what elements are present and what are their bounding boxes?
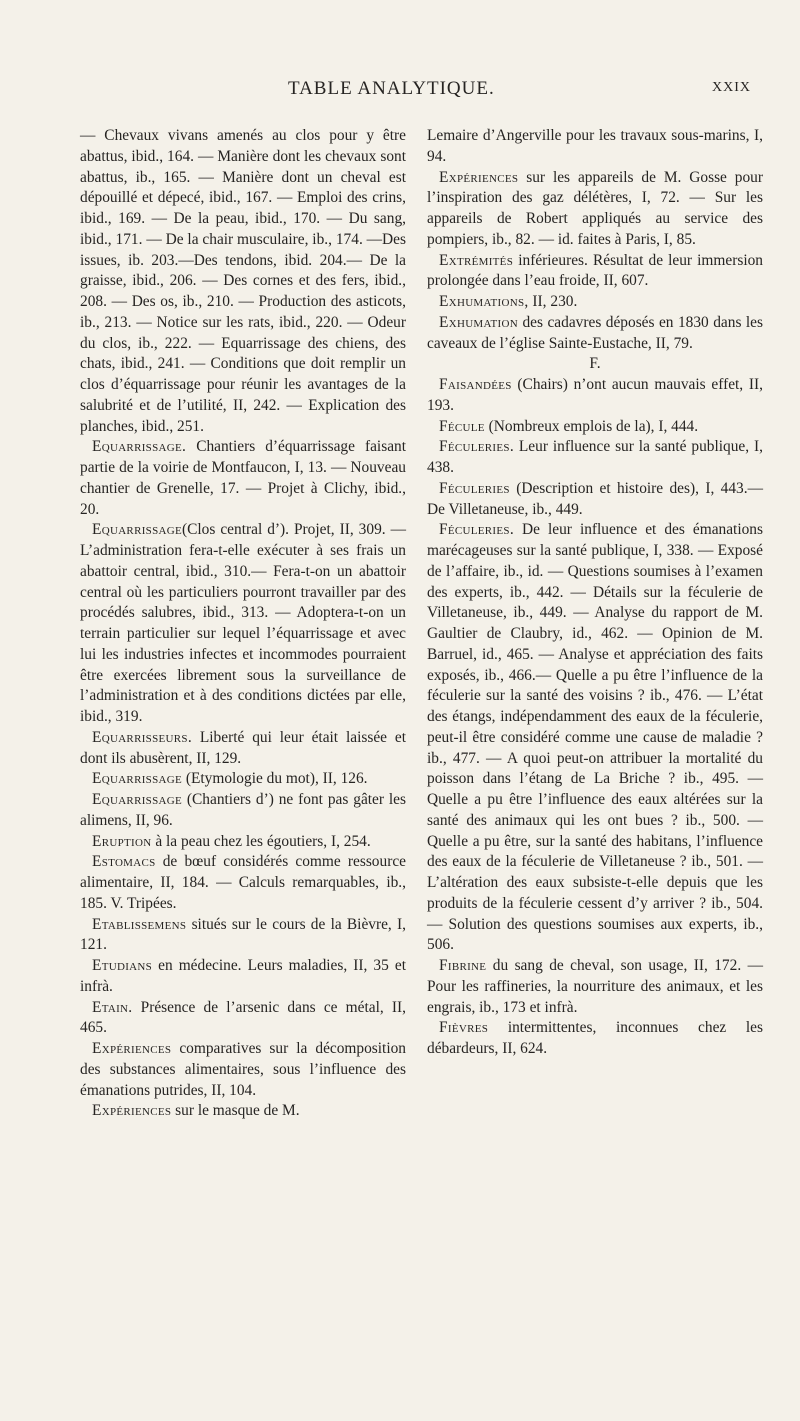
index-entry: Eruption à la peau chez les égoutiers, I, 254. — [92, 832, 371, 850]
index-entry: Fièvres intermittentes, inconnues chez les débardeurs, II, 624. — [427, 1019, 763, 1057]
index-entry: Equarrissage (Chantiers d’) ne font pas gâter les alimens, II, 96. — [80, 791, 406, 829]
index-entry: Expériences sur le masque de M. — [92, 1102, 300, 1120]
left-column — [80, 126, 406, 1122]
index-entry: Fibrine du sang de cheval, son usage, II, 172. — Pour les raffineries, la nourriture des animaux, et les engrais, ib., 173 et infrà. — [427, 957, 763, 1016]
index-entry: — Chevaux vivans amenés au clos pour y être abattus, ibid., 164. — Manière dont les chevaux sont abattus, ib., 165. — Manière dont un cheval est dépouillé et dépecé, ibid., 167. — Emploi des crins, ibid., 169. — De la peau, ibid., 170. — Du sang, ibid., 171. — De la chair musculaire, ib., 174. —Des issues, ib. 203.—Des tendons, ibid. 204.— De la graisse, ibid., 206. — Des cornes et des fers, ibid., 208. — Des os, ib., 210. — Production des asticots, ib., 213. — Notice sur les rats, ibid., 220. — Odeur du clos, ib., 222. — Equarrissage des chiens, des chats, ibid., 241. — Conditions que doit remplir un clos d’équarrissage pour réunir les avantages de la salubrité et de l’utilité, II, 242. — Explication des planches, ibid., 251. — [80, 127, 406, 435]
index-entry: Etain. Présence de l’arsenic dans ce métal, II, 465. — [80, 998, 406, 1037]
index-entry: Estomacs de bœuf considérés comme ressource alimentaire, II, 184. — Calculs remarquables, ib., 185. V. Tripées. — [80, 853, 406, 912]
index-entry: Féculeries. De leur influence et des émanations marécageuses sur la santé publique, I, 338. — Exposé de l’affaire, ib., id. — Questions soumises à l’examen des experts, ib., 442. — Détails sur la féculerie de Villetaneuse, ib., 449. — Analyse du rapport de M. Gaultier de Claubry, id., 462. — Opinion de M. Barruel, id., 465. — Analyse et appréciation des faits exposés, ib., 466.— Quelle a pu être l’influence de la féculerie sur la santé des voisins ? ib., 476. — L’état des étangs, indépendamment des eaux de la féculerie, peut-il être considéré comme une cause de maladie ? ib., 477. — A quoi peut-on attribuer la mortalité du poisson dans l’étang de La Briche ? ib., 495. — Quelle a pu être l’influence des eaux altérées sur la santé des animaux qui les ont bues ? ib., 500. — Quelle a pu être, sur la santé des habitans, l’influence des eaux de la féculerie de Villetaneuse ? ib., 501. — L’altération des eaux subsiste-t-elle depuis que les produits de la féculerie cessent d’y arriver ? ib., 504. — Solution des questions soumises aux experts, ib., 506. — [427, 521, 763, 954]
index-entry: Faisandées (Chairs) n’ont aucun mauvais effet, II, 193. — [427, 376, 763, 414]
index-entry: Féculeries. Leur influence sur la santé publique, I, 438. — [427, 438, 763, 476]
index-entry: Expériences sur les appareils de M. Gosse pour l’inspiration des gaz délétères, I, 72. — Sur les appareils de Robert appliqués au service des pompiers, ib., 82. — id. faites à Paris, I, 85. — [427, 168, 763, 248]
page-number: XXIX — [712, 80, 751, 95]
index-entry: Etablissemens situés sur le cours de la Bièvre, I, 121. — [80, 915, 406, 954]
index-entry: Equarrissage. Chantiers d’équarrissage faisant partie de la voirie de Montfaucon, I, 13. — Nouveau chantier de Grenelle, 17. — Projet à Clichy, ibid., 20. — [80, 438, 406, 518]
section-letter: F. — [589, 355, 601, 373]
right-column — [427, 126, 763, 1060]
index-entry: Fécule (Nombreux emplois de la), I, 444. — [439, 417, 699, 435]
index-entry: Equarrissage(Clos central d’). Projet, II, 309. — L’administration fera-t-elle exécuter à ses frais un abattoir central, ibid., 310.— Fera-t-on un abattoir central où les particuliers pourront travailler par des procédés salubres, ibid., 313. — Adoptera-t-on un terrain particulier sur lequel l’équarrissage et avec lui les industries infectes et incommodes pourraient être exercées librement sous la surveillance de l’administration et à des conditions dictées par elle, ibid., 319. — [80, 521, 406, 725]
index-entry: Exhumation des cadavres déposés en 1830 dans les caveaux de l’église Sainte-Eustache, II, 79. — [427, 313, 763, 352]
running-title: TABLE ANALYTIQUE. — [288, 78, 495, 99]
index-entry: Féculeries (Description et histoire des), I, 443.—De Villetaneuse, ib., 449. — [427, 479, 763, 518]
index-entry: Etudians en médecine. Leurs maladies, II, 35 et infrà. — [80, 957, 406, 995]
index-entry: Exhumations, II, 230. — [439, 293, 578, 310]
index-entry: Expériences comparatives sur la décomposition des substances alimentaires, sous l’influence des émanations putrides, II, 104. — [80, 1040, 406, 1099]
index-entry: Extrémités inférieures. Résultat de leur immersion prolongée dans l’eau froide, II, 607. — [427, 251, 763, 290]
index-entry: Equarrissage (Etymologie du mot), II, 126. — [92, 770, 368, 788]
index-entry: Lemaire d’Angerville pour les travaux sous-marins, I, 94. — [427, 127, 763, 165]
index-entry: Equarrisseurs. Liberté qui leur était laissée et dont ils abusèrent, II, 129. — [80, 728, 406, 767]
